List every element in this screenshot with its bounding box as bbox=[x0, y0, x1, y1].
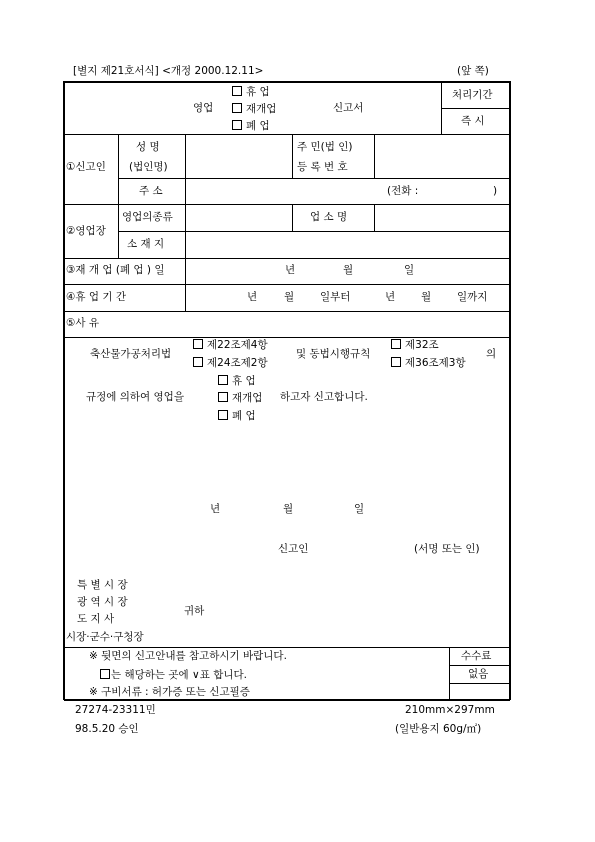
checkbox[interactable] bbox=[218, 392, 228, 402]
title-suffix: 신고서 bbox=[333, 102, 364, 114]
reason-field[interactable] bbox=[186, 313, 509, 337]
sign-year: 년 bbox=[210, 503, 221, 515]
reason-label: ⑤사 유 bbox=[66, 317, 100, 329]
phone-close: ) bbox=[493, 185, 498, 197]
form-number: [별지 제21호서식] <개정 2000.12.11> bbox=[73, 65, 264, 77]
checkbox[interactable] bbox=[232, 103, 242, 113]
suspend-month-from: 월 bbox=[284, 291, 295, 303]
page-side: (앞 쪽) bbox=[457, 65, 489, 77]
form-code: 27274-23311민 bbox=[75, 704, 156, 716]
suspend-month-to: 월 bbox=[421, 291, 432, 303]
address-field[interactable] bbox=[186, 180, 386, 204]
checkbox[interactable] bbox=[391, 339, 401, 349]
note-reference: ※ 뒷면의 신고안내를 참고하시기 바랍니다. bbox=[89, 650, 287, 662]
applicant-section-label: ①신고인 bbox=[66, 161, 106, 173]
business-name-label: 업 소 명 bbox=[310, 211, 348, 223]
reporter-label: 신고인 bbox=[278, 543, 309, 555]
fee-value: 없음 bbox=[468, 668, 489, 680]
declaration-option-suspend[interactable]: 휴 업 bbox=[218, 375, 256, 387]
resume-year: 년 bbox=[285, 264, 296, 276]
business-type-label: 영업의종류 bbox=[122, 211, 173, 223]
reg-number-field[interactable] bbox=[375, 136, 509, 178]
signature-note: (서명 또는 인) bbox=[414, 543, 480, 555]
declaration-option-resume[interactable]: 재개업 bbox=[218, 392, 262, 404]
checkbox[interactable] bbox=[218, 375, 228, 385]
recipient-line-1: 특 별 시 장 bbox=[77, 579, 128, 591]
reg-number-label-2: 등 록 번 호 bbox=[297, 161, 348, 173]
corp-name-label: (법인명) bbox=[129, 161, 168, 173]
declaration-of: 의 bbox=[486, 348, 497, 360]
title-option-close[interactable]: 폐 업 bbox=[232, 120, 270, 132]
declaration-rule: 규정에 의하여 영업을 bbox=[86, 391, 184, 403]
business-section-label: ②영업장 bbox=[66, 225, 106, 237]
name-label: 성 명 bbox=[136, 141, 160, 153]
declaration-and: 및 동법시행규칙 bbox=[296, 348, 371, 360]
suspend-year-to: 년 bbox=[385, 291, 396, 303]
business-name-field[interactable] bbox=[375, 206, 509, 231]
business-type-field[interactable] bbox=[186, 206, 292, 231]
checkbox[interactable] bbox=[232, 86, 242, 96]
checkbox[interactable] bbox=[218, 410, 228, 420]
sign-day: 일 bbox=[354, 503, 365, 515]
processing-period-value: 즉 시 bbox=[461, 115, 485, 127]
suspend-from-text: 일부터 bbox=[320, 291, 351, 303]
reg-number-label: 주 민(법 인) bbox=[297, 141, 353, 153]
article-option-2[interactable]: 제24조제2항 bbox=[193, 357, 268, 369]
name-field[interactable] bbox=[186, 136, 292, 178]
checkbox[interactable] bbox=[193, 339, 203, 349]
checkbox-icon bbox=[100, 669, 110, 679]
resume-date-label: ③재 개 업 (폐 업 ) 일 bbox=[66, 264, 165, 276]
resume-day: 일 bbox=[404, 264, 415, 276]
location-label: 소 재 지 bbox=[127, 238, 165, 250]
article-option-4[interactable]: 제36조제3항 bbox=[391, 357, 466, 369]
paper-size: 210mm×297mm bbox=[405, 704, 495, 716]
declaration-law: 축산물가공처리법 bbox=[90, 348, 172, 360]
suspend-until-text: 일까지 bbox=[457, 291, 488, 303]
checkbox[interactable] bbox=[193, 357, 203, 367]
note-documents: ※ 구비서류 : 허가증 또는 신고필증 bbox=[89, 686, 250, 698]
checkbox[interactable] bbox=[391, 357, 401, 367]
title-option-suspend[interactable]: 휴 업 bbox=[232, 86, 270, 98]
checkbox[interactable] bbox=[232, 120, 242, 130]
declaration-option-close[interactable]: 폐 업 bbox=[218, 410, 256, 422]
fee-label: 수수료 bbox=[461, 650, 492, 662]
sign-month: 월 bbox=[283, 503, 294, 515]
suspend-period-label: ④휴 업 기 간 bbox=[66, 291, 126, 303]
recipient-line-4: 시장·군수·구청장 bbox=[66, 631, 144, 643]
declaration-tail: 하고자 신고합니다. bbox=[280, 391, 368, 403]
suspend-year-from: 년 bbox=[247, 291, 258, 303]
approval-date: 98.5.20 승인 bbox=[75, 723, 139, 735]
article-option-1[interactable]: 제22조제4항 bbox=[193, 339, 268, 351]
recipient-line-3: 도 지 사 bbox=[77, 613, 115, 625]
recipient-honorific: 귀하 bbox=[184, 605, 205, 617]
note-checkbox-instruction: 는 해당하는 곳에 ∨표 합니다. bbox=[100, 669, 247, 681]
location-field[interactable] bbox=[186, 233, 509, 258]
check-mark-icon: ∨ bbox=[192, 669, 200, 681]
paper-type: (일반용지 60g/㎡) bbox=[395, 723, 482, 735]
phone-label: (전화 : bbox=[387, 185, 419, 197]
recipient-line-2: 광 역 시 장 bbox=[77, 596, 128, 608]
address-label: 주 소 bbox=[139, 185, 163, 197]
title-option-resume[interactable]: 재개업 bbox=[232, 103, 276, 115]
article-option-3[interactable]: 제32조 bbox=[391, 339, 439, 351]
resume-month: 월 bbox=[343, 264, 354, 276]
title-prefix: 영업 bbox=[193, 102, 214, 114]
processing-period-label: 처리기간 bbox=[452, 89, 493, 101]
